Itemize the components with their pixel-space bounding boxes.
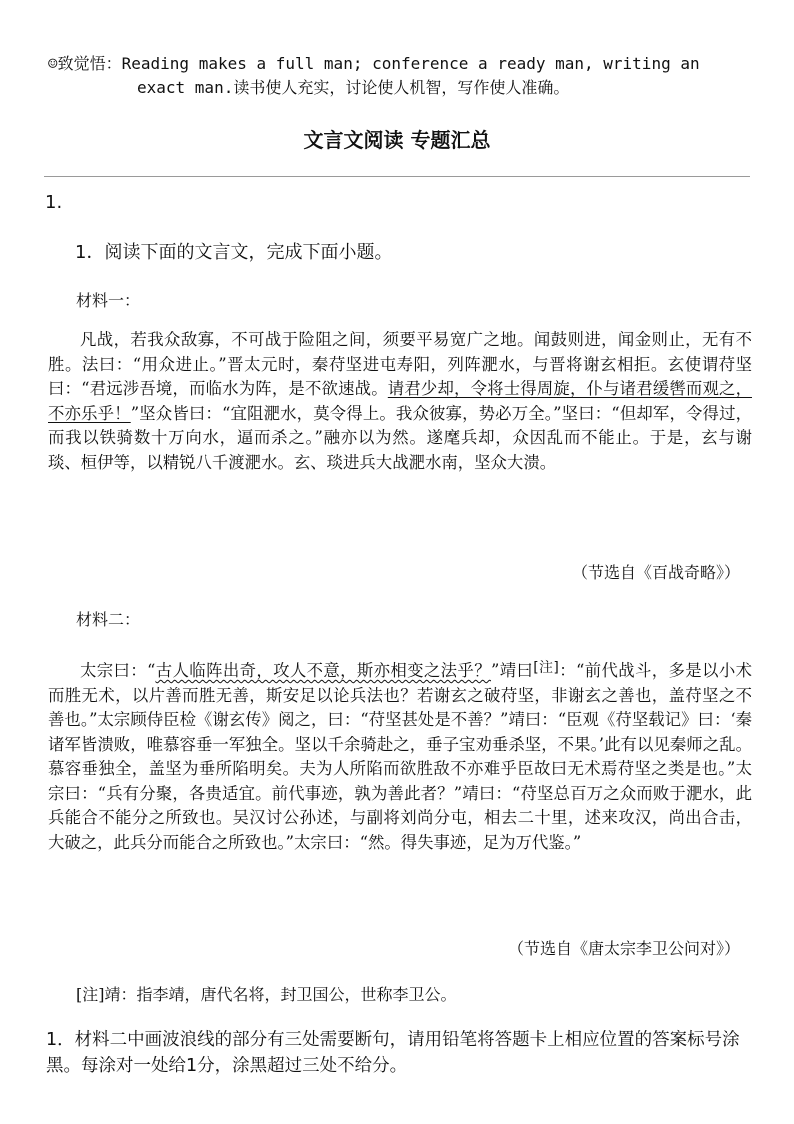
material-2-text-mid: ”靖曰 bbox=[490, 661, 534, 680]
material-2-passage bbox=[48, 656, 752, 855]
material-1-label: 材料一： bbox=[76, 291, 141, 310]
page-title: 文言文阅读 专题汇总 bbox=[303, 128, 491, 152]
question-1-text: 1．材料二中画波浪线的部分有三处需要断句，请用铅笔将答题卡上相应位置的答案标号涂黑。每涂对一处给1分，涂黑超过三处不给分。 bbox=[46, 1030, 740, 1076]
material-2-text-before: 太宗曰：“ bbox=[80, 661, 156, 680]
divider bbox=[44, 176, 750, 177]
material-1-text-before: 凡战，若我众敌寡，不可战于险阻之间，须要平易宽广之地。闻鼓则进，闻金则止，无有不胜。法曰：“用众进止。”晋太元时，秦苻坚进屯寿阳，列阵淝水，与晋将谢玄相拒。玄使谓苻坚曰：“君远涉吾境，而临水为阵，是不欲速战。 bbox=[48, 330, 752, 398]
material-2-source: （节选自《唐太宗李卫公问对》） bbox=[507, 939, 740, 958]
footnote-mark: [注] bbox=[533, 660, 559, 676]
material-1-text-after: ”坚众皆曰：“宜阻淝水，莫令得上。我众彼寡，势必万全。”坚曰：“但却军，令得过，而我以铁骑数十万向水，逼而杀之。”融亦以为然。遂麾兵却，众因乱而不能止。于是，玄与谢琰、桓伊等，以精锐八千渡淝水。玄、琰进兵大战淝水南，坚众大溃。 bbox=[48, 403, 752, 472]
material-1-passage bbox=[48, 328, 752, 475]
motto-line-2: exact man.读书使人充实，讨论使人机智，写作使人准确。 bbox=[137, 78, 570, 97]
material-1-source: （节选自《百战奇略》） bbox=[571, 563, 740, 582]
motto bbox=[48, 52, 748, 100]
material-2-label: 材料二： bbox=[76, 610, 141, 629]
material-2-wavy-underlined-sentence: 古人临阵出奇，攻人不意，斯亦相变之法乎？ bbox=[155, 661, 491, 680]
question-number: 1. bbox=[45, 192, 63, 213]
motto-line-1: ☺致觉悟：Reading makes a full man; conference a ready man, writing an bbox=[48, 54, 700, 73]
material-2-text-after: ：“前代战斗，多是以小术而胜无术，以片善而胜无善，斯安足以论兵法也？若谢玄之破苻坚，非谢玄之善也，盖苻坚之不善也。”太宗顾侍臣检《谢玄传》阅之，曰：“苻坚甚处是不善？”靖曰：“臣观《苻坚载记》曰：‘秦诸军皆溃败，唯慕容垂一军独全。坚以千余骑赴之，垂子宝劝垂杀坚，不果。’此有以见秦师之乱。慕容垂独全，盖坚为垂所陷明矣。夫为人所陷而欲胜敌不亦难乎臣故曰无术焉苻坚之类是也。”太宗曰：“兵有分聚，各贵适宜。前代事迹，孰为善此者？”靖曰：“苻坚总百万之众而败于淝水，此兵能合不能分之所致也。吴汉讨公孙述，与副将刘尚分屯，相去二十里，述来攻汉，尚出合击，大破之，此兵分而能合之所致也。”太宗曰：“然。得失事迹，足为万代鉴。” bbox=[48, 661, 752, 852]
material-1-underlined-sentence: 请君少却，令将士得周旋，仆与诸君缓辔而观之，不亦乐乎！ bbox=[48, 379, 752, 423]
footnote: [注]靖：指李靖，唐代名将，封卫国公，世称李卫公。 bbox=[76, 985, 457, 1004]
sub-question-instruction: 1．阅读下面的文言文，完成下面小题。 bbox=[75, 242, 393, 263]
